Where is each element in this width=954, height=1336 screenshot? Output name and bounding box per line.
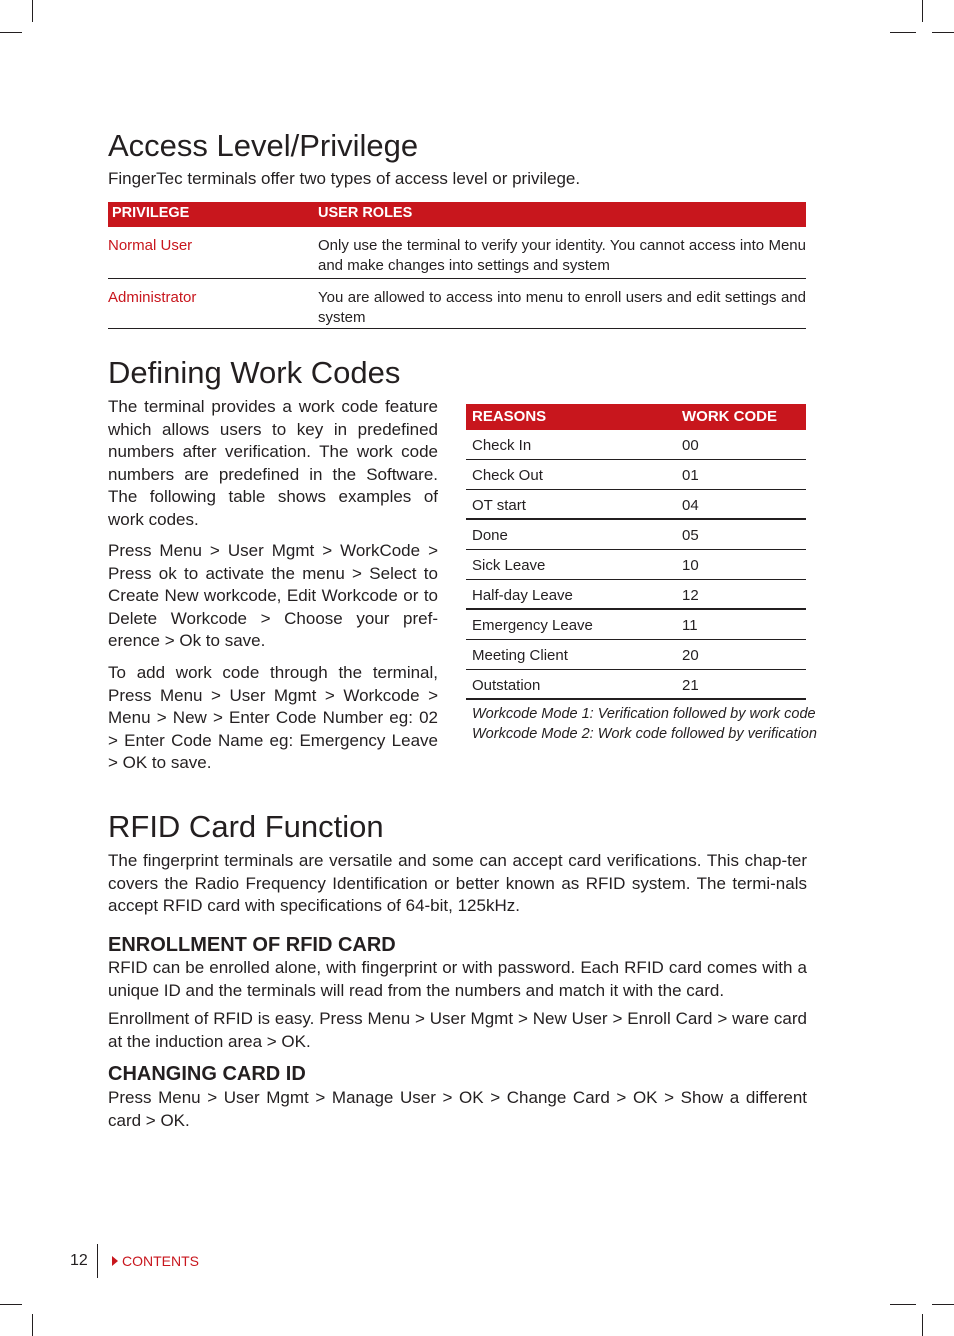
privilege-role: You are allowed to access into menu to enroll users and edit settings and system — [318, 289, 806, 326]
table-row — [466, 670, 806, 700]
workcode-mode-note: Workcode Mode 2: Work code followed by verification — [472, 726, 817, 742]
reason: Check In — [472, 437, 532, 454]
crop-mark — [32, 0, 33, 22]
header-work-code: WORK CODE — [682, 408, 777, 425]
code: 20 — [682, 647, 699, 664]
contents-link[interactable] — [112, 1253, 199, 1269]
crop-mark — [922, 0, 923, 22]
crop-mark — [32, 1314, 33, 1336]
workcodes-para2: Press Menu > User Mgmt > WorkCode > Press ok to activate the menu > Select to Create New workcode, Edit Workcode or to Delete Workcode > Choose your pref-erence > Ok to save. — [108, 541, 438, 650]
reason: Outstation — [472, 677, 541, 694]
workcode-mode-note: Workcode Mode 1: Verification followed by work code — [472, 706, 816, 722]
crop-mark — [922, 1314, 923, 1336]
crop-mark — [890, 1304, 916, 1305]
reason: OT start — [472, 497, 526, 514]
reason: Emergency Leave — [472, 617, 593, 634]
table-row — [466, 550, 806, 580]
privilege-role: Only use the terminal to verify your identity. You cannot access into Menu and make changes into settings and system — [318, 237, 806, 274]
reason: Check Out — [472, 467, 543, 484]
code: 01 — [682, 467, 699, 484]
reason: Done — [472, 527, 508, 544]
table-row — [466, 610, 806, 640]
rfid-intro: The fingerprint terminals are versatile and some can accept card verifications. This chap-ter covers the Radio Frequency Identification or better known as RFID system. The termi-nals accept RFID card with specifications of 64-bit, 125kHz. — [108, 851, 807, 915]
privilege-name: Administrator — [108, 289, 197, 306]
access-title: Access Level/Privilege — [108, 128, 419, 163]
code: 04 — [682, 497, 699, 514]
table-row — [466, 490, 806, 520]
crop-mark — [0, 1304, 22, 1305]
enroll-heading: ENROLLMENT OF RFID CARD — [108, 934, 396, 956]
privilege-name: Normal User — [108, 237, 193, 254]
crop-mark — [0, 32, 22, 33]
enroll-para2: Enrollment of RFID is easy. Press Menu > User Mgmt > New User > Enroll Card > ware card at the induction area > OK. — [108, 1009, 807, 1051]
page-number: 12 — [70, 1252, 88, 1269]
workcode-table-header — [466, 404, 806, 430]
triangle-right-icon — [112, 1256, 118, 1266]
change-card-para: Press Menu > User Mgmt > Manage User > OK > Change Card > OK > Show a different card > OK. — [108, 1088, 807, 1130]
workcode-table — [466, 404, 806, 700]
rfid-title: RFID Card Function — [108, 809, 384, 844]
reason: Meeting Client — [472, 647, 568, 664]
crop-mark — [890, 32, 916, 33]
table-row — [466, 520, 806, 550]
header-reasons: REASONS — [472, 408, 547, 425]
footer-divider — [97, 1244, 98, 1278]
crop-mark — [932, 32, 954, 33]
change-card-heading: CHANGING CARD ID — [108, 1063, 306, 1085]
header-user-roles: USER ROLES — [318, 205, 413, 221]
reason: Sick Leave — [472, 557, 546, 574]
privilege-table-header — [108, 202, 806, 227]
table-row — [108, 279, 806, 329]
workcodes-para1: The terminal provides a work code feature which allows users to key in predefined numbers after verification. The work code numbers are predefined in the Software. The following table shows examples of work codes. — [108, 397, 438, 529]
header-privilege: PRIVILEGE — [112, 205, 190, 221]
workcodes-para3: To add work code through the terminal, Press Menu > User Mgmt > Workcode > Menu > New > Enter Code Number eg: 02 > Enter Code Name eg: Emergency Leave > OK to save. — [108, 663, 438, 772]
table-row — [108, 227, 806, 279]
table-row — [466, 460, 806, 490]
code: 12 — [682, 587, 699, 604]
contents-label: CONTENTS — [122, 1253, 199, 1269]
table-row — [466, 430, 806, 460]
crop-mark — [932, 1304, 954, 1305]
code: 00 — [682, 437, 699, 454]
code: 21 — [682, 677, 699, 694]
reason: Half-day Leave — [472, 587, 573, 604]
code: 11 — [682, 617, 698, 634]
workcodes-title: Defining Work Codes — [108, 355, 401, 390]
enroll-para1: RFID can be enrolled alone, with fingerprint or with password. Each RFID card comes with a unique ID and the terminals will read from the numbers and match it with the card. — [108, 958, 807, 1000]
code: 10 — [682, 557, 699, 574]
table-row — [466, 580, 806, 610]
code: 05 — [682, 527, 699, 544]
privilege-table — [108, 202, 806, 329]
table-row — [466, 640, 806, 670]
access-intro: FingerTec terminals offer two types of access level or privilege. — [108, 169, 581, 188]
